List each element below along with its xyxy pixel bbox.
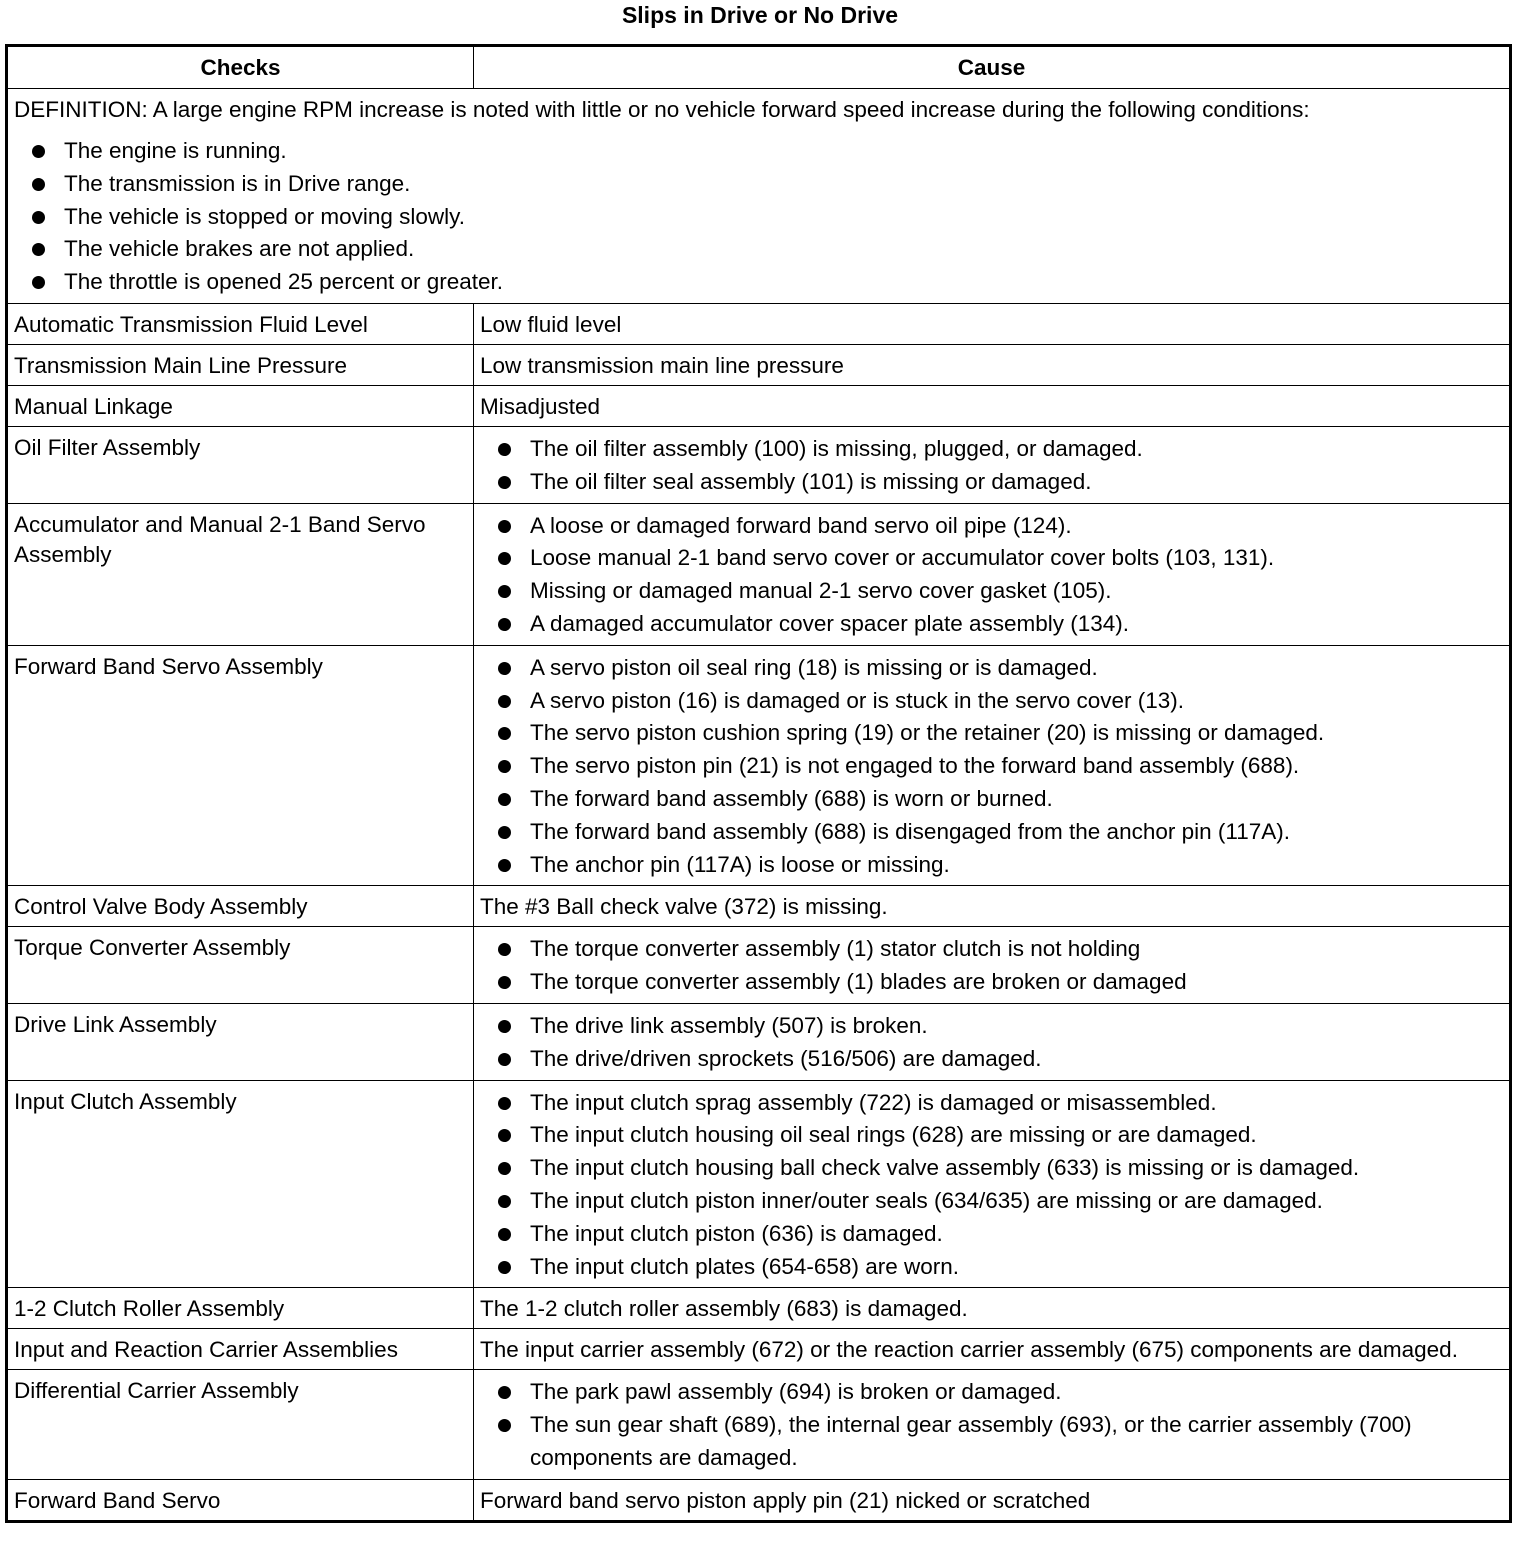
cause-text: The servo piston cushion spring (19) or the retainer (20) is missing or damaged. [530, 720, 1325, 746]
condition-item [30, 135, 1503, 168]
cause-item [496, 816, 1503, 849]
cause-text: A loose or damaged forward band servo oil pipe (124). [530, 512, 1072, 538]
bullet-icon [498, 520, 511, 533]
bullet-icon [32, 243, 45, 256]
cause-text: The servo piston pin (21) is not engaged to the forward band assembly (688). [530, 753, 1300, 779]
bullet-icon [32, 276, 45, 289]
check-cell: Input Clutch Assembly [7, 1080, 474, 1288]
cause-item [496, 1010, 1503, 1043]
check-cell: Oil Filter Assembly [7, 426, 474, 503]
cause-text: The sun gear shaft (689), the internal gear assembly (693), or the carrier assembly (700) components are damaged. [530, 1412, 1412, 1470]
definition-row [7, 89, 1511, 304]
cause-list [480, 1376, 1503, 1474]
cause-item [496, 510, 1503, 543]
cause-cell [474, 645, 1511, 886]
cause-item [496, 717, 1503, 750]
bullet-icon [498, 1097, 511, 1110]
cause-text: The torque converter assembly (1) stator clutch is not holding [530, 936, 1141, 962]
cause-text: The input clutch plates (654-658) are worn. [530, 1253, 959, 1279]
condition-item [30, 168, 1503, 201]
cause-text: A servo piston oil seal ring (18) is missing or is damaged. [530, 654, 1098, 680]
cause-item [496, 1376, 1503, 1409]
bullet-icon [32, 145, 45, 158]
table-row [7, 927, 1511, 1004]
check-cell: Forward Band Servo [7, 1479, 474, 1521]
bullet-icon [32, 211, 45, 224]
cause-list [480, 652, 1503, 882]
bullet-icon [498, 1129, 511, 1142]
cause-item [496, 849, 1503, 882]
check-cell: Drive Link Assembly [7, 1003, 474, 1080]
check-cell: 1-2 Clutch Roller Assembly [7, 1288, 474, 1329]
bullet-icon [498, 552, 511, 565]
bullet-icon [498, 1162, 511, 1175]
bullet-icon [498, 1419, 511, 1432]
cause-item [496, 1043, 1503, 1076]
cause-cell: Forward band servo piston apply pin (21) nicked or scratched [474, 1479, 1511, 1521]
check-cell: Torque Converter Assembly [7, 927, 474, 1004]
cause-cell: Low fluid level [474, 303, 1511, 344]
cause-item [496, 575, 1503, 608]
cause-text: The drive link assembly (507) is broken. [530, 1012, 928, 1038]
bullet-icon [498, 1053, 511, 1066]
cause-item [496, 1119, 1503, 1152]
cause-text: A servo piston (16) is damaged or is stuck in the servo cover (13). [530, 687, 1185, 713]
cause-list [480, 1087, 1503, 1284]
cause-text: The park pawl assembly (694) is broken or damaged. [530, 1379, 1062, 1405]
cause-cell [474, 1080, 1511, 1288]
table-row [7, 1288, 1511, 1329]
cause-text: The input clutch sprag assembly (722) is damaged or misassembled. [530, 1089, 1217, 1115]
table-row [7, 645, 1511, 886]
table-row [7, 385, 1511, 426]
bullet-icon [498, 826, 511, 839]
check-cell: Forward Band Servo Assembly [7, 645, 474, 886]
cause-item [496, 933, 1503, 966]
cause-item [496, 542, 1503, 575]
cause-item [496, 466, 1503, 499]
condition-item [30, 233, 1503, 266]
table-row [7, 344, 1511, 385]
cause-text: Missing or damaged manual 2-1 servo cover gasket (105). [530, 578, 1112, 604]
definition-cell [7, 89, 1511, 304]
condition-item [30, 201, 1503, 234]
condition-text: The throttle is opened 25 percent or greater. [64, 269, 504, 295]
cause-text: The oil filter seal assembly (101) is missing or damaged. [530, 468, 1092, 494]
cause-item [496, 433, 1503, 466]
cause-cell: The 1-2 clutch roller assembly (683) is damaged. [474, 1288, 1511, 1329]
table-row [7, 503, 1511, 645]
bullet-icon [498, 1195, 511, 1208]
bullet-icon [498, 727, 511, 740]
cause-cell [474, 927, 1511, 1004]
cause-cell [474, 1003, 1511, 1080]
cause-text: The input clutch housing ball check valve assembly (633) is missing or is damaged. [530, 1155, 1360, 1181]
bullet-icon [498, 618, 511, 631]
table-row [7, 1370, 1511, 1479]
bullet-icon [498, 943, 511, 956]
definition-conditions [14, 135, 1503, 299]
bullet-icon [498, 760, 511, 773]
cause-list [480, 933, 1503, 999]
bullet-icon [498, 662, 511, 675]
condition-text: The vehicle brakes are not applied. [64, 236, 415, 262]
cause-text: Loose manual 2-1 band servo cover or accumulator cover bolts (103, 131). [530, 545, 1275, 571]
bullet-icon [498, 443, 511, 456]
table-row [7, 303, 1511, 344]
check-cell: Automatic Transmission Fluid Level [7, 303, 474, 344]
cause-cell [474, 1370, 1511, 1479]
diagnostic-table [5, 44, 1512, 1523]
check-cell: Transmission Main Line Pressure [7, 344, 474, 385]
cause-cell: Low transmission main line pressure [474, 344, 1511, 385]
page-title: Slips in Drive or No Drive [621, 2, 899, 28]
cause-text: The torque converter assembly (1) blades are broken or damaged [530, 969, 1187, 995]
cause-item [496, 966, 1503, 999]
cause-item [496, 608, 1503, 641]
cause-cell [474, 503, 1511, 645]
table-row [7, 1329, 1511, 1370]
cause-text: The input clutch housing oil seal rings (628) are missing or are damaged. [530, 1122, 1257, 1148]
cause-item [496, 652, 1503, 685]
condition-item [30, 266, 1503, 299]
cause-cell: The #3 Ball check valve (372) is missing. [474, 886, 1511, 927]
definition-text: DEFINITION: A large engine RPM increase is noted with little or no vehicle forward speed increase during the following conditions: [14, 97, 1310, 122]
cause-item [496, 1218, 1503, 1251]
header-row [7, 46, 1511, 89]
bullet-icon [498, 793, 511, 806]
check-cell: Accumulator and Manual 2-1 Band Servo Assembly [7, 503, 474, 645]
check-cell: Manual Linkage [7, 385, 474, 426]
cause-text: A damaged accumulator cover spacer plate assembly (134). [530, 610, 1130, 636]
cause-list [480, 1010, 1503, 1076]
check-cell: Control Valve Body Assembly [7, 886, 474, 927]
cause-cell: Misadjusted [474, 385, 1511, 426]
cause-item [496, 1152, 1503, 1185]
cause-item [496, 1251, 1503, 1284]
table-row [7, 1479, 1511, 1521]
cause-item [496, 685, 1503, 718]
cause-item [496, 783, 1503, 816]
cause-text: The input clutch piston (636) is damaged. [530, 1220, 943, 1246]
table-row [7, 886, 1511, 927]
cause-text: The drive/driven sprockets (516/506) are damaged. [530, 1045, 1042, 1071]
cause-item [496, 750, 1503, 783]
table-row [7, 1080, 1511, 1288]
bullet-icon [498, 1020, 511, 1033]
bullet-icon [498, 976, 511, 989]
cause-list [480, 510, 1503, 641]
condition-text: The vehicle is stopped or moving slowly. [64, 203, 466, 229]
bullet-icon [498, 859, 511, 872]
checks-header: Checks [7, 46, 474, 89]
condition-text: The transmission is in Drive range. [64, 170, 411, 196]
cause-text: The anchor pin (117A) is loose or missing. [530, 851, 950, 877]
bullet-icon [32, 178, 45, 191]
bullet-icon [498, 1261, 511, 1274]
cause-text: The forward band assembly (688) is worn or burned. [530, 785, 1053, 811]
check-cell: Differential Carrier Assembly [7, 1370, 474, 1479]
table-row [7, 426, 1511, 503]
cause-text: The input clutch piston inner/outer seals (634/635) are missing or are damaged. [530, 1187, 1323, 1213]
cause-item [496, 1087, 1503, 1120]
table-row [7, 1003, 1511, 1080]
bullet-icon [498, 695, 511, 708]
cause-list [480, 433, 1503, 499]
cause-cell [474, 426, 1511, 503]
condition-text: The engine is running. [64, 138, 287, 163]
cause-item [496, 1185, 1503, 1218]
cause-item [496, 1409, 1503, 1475]
bullet-icon [498, 1228, 511, 1241]
bullet-icon [498, 1386, 511, 1399]
bullet-icon [498, 476, 511, 489]
check-cell: Input and Reaction Carrier Assemblies [7, 1329, 474, 1370]
cause-text: The oil filter assembly (100) is missing, plugged, or damaged. [530, 435, 1143, 461]
cause-header: Cause [474, 46, 1511, 89]
bullet-icon [498, 585, 511, 598]
cause-cell: The input carrier assembly (672) or the reaction carrier assembly (675) components are damaged. [474, 1329, 1511, 1370]
cause-text: The forward band assembly (688) is disengaged from the anchor pin (117A). [530, 818, 1290, 844]
